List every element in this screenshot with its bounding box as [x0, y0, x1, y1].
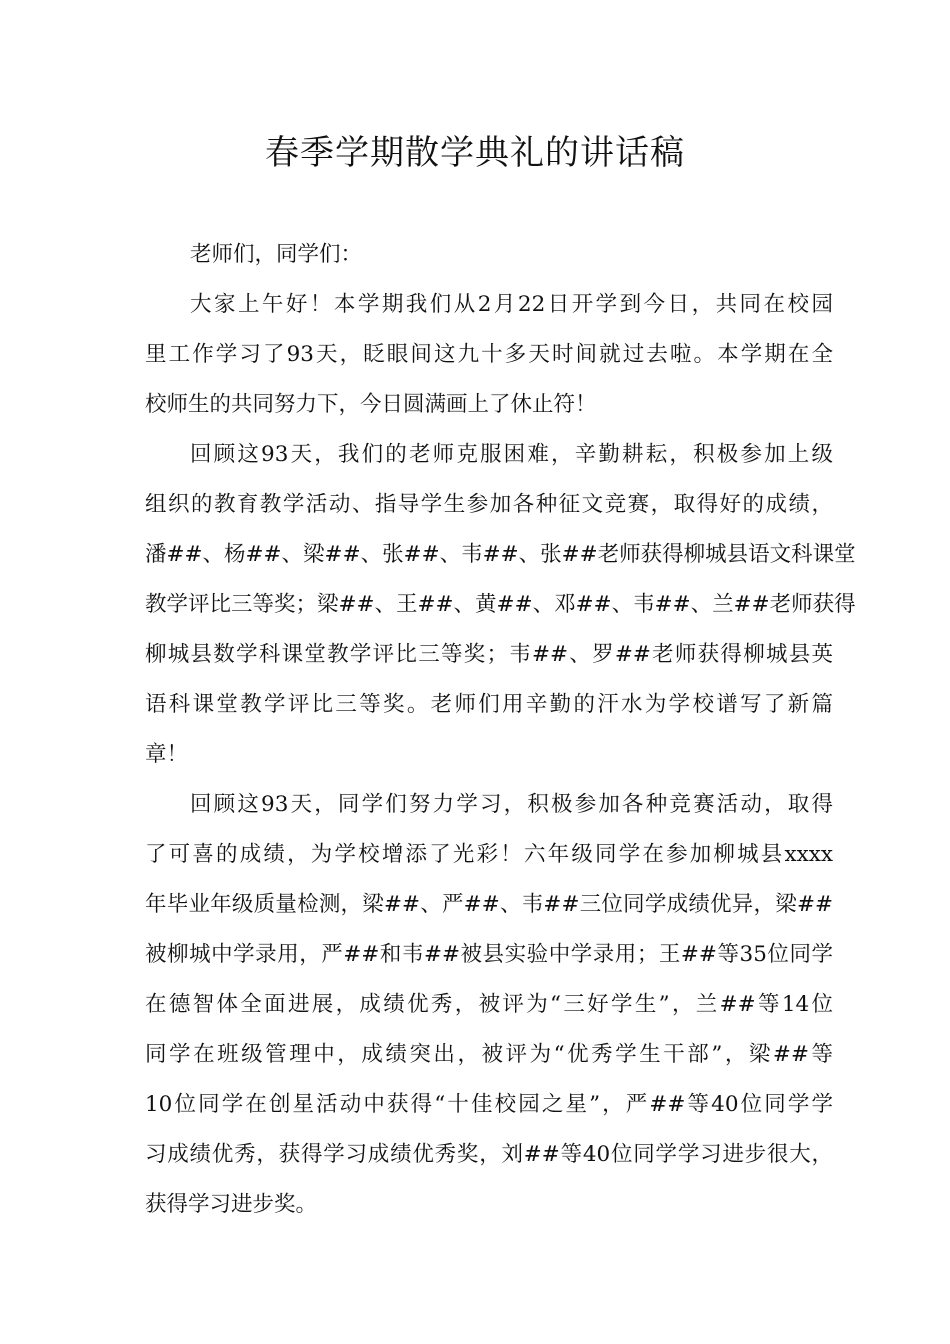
paragraph-3-line-5: 在德智体全面进展，成绩优秀，被评为“三好学生”，兰##等14位 [145, 992, 833, 1017]
paragraph-3-line-4: 被柳城中学录用，严##和韦##被县实验中学录用；王##等35位同学 [145, 942, 833, 967]
paragraph-1-line-3: 校师生的共同努力下，今日圆满画上了休止符！ [145, 392, 597, 417]
paragraph-3-line-1: 回顾这93天，同学们努力学习，积极参加各种竞赛活动，取得 [190, 792, 833, 817]
paragraph-2-line-2: 组织的教育教学活动、指导学生参加各种征文竞赛，取得好的成绩， [145, 492, 833, 517]
paragraph-2-line-1: 回顾这93天，我们的老师克服困难，辛勤耕耘，积极参加上级 [190, 442, 833, 467]
paragraph-2-line-7: 章！ [145, 742, 189, 767]
paragraph-2-line-5: 柳城县数学科课堂教学评比三等奖；韦##、罗##老师获得柳城县英 [145, 642, 833, 667]
paragraph-2-line-3: 潘##、杨##、梁##、张##、韦##、张##老师获得柳城县语文科课堂 [145, 542, 856, 567]
paragraph-3-line-2: 了可喜的成绩，为学校增添了光彩！六年级同学在参加柳城县xxxx [145, 842, 833, 867]
document-title: 春季学期散学典礼的讲话稿 [265, 133, 685, 173]
paragraph-3-line-8: 习成绩优秀，获得学习成绩优秀奖，刘##等40位同学学习进步很大， [145, 1142, 833, 1167]
paragraph-1-line-2: 里工作学习了93天，眨眼间这九十多天时间就过去啦。本学期在全 [145, 342, 833, 367]
paragraph-2-line-6: 语科课堂教学评比三等奖。老师们用辛勤的汗水为学校谱写了新篇 [145, 692, 833, 717]
salutation-line: 老师们，同学们： [190, 242, 363, 267]
document-body [145, 230, 856, 1230]
paragraph-2-line-4: 教学评比三等奖；梁##、王##、黄##、邓##、韦##、兰##老师获得 [145, 592, 856, 617]
paragraph-1-line-1: 大家上午好！本学期我们从2月22日开学到今日，共同在校园 [190, 292, 833, 317]
paragraph-3-line-9: 获得学习进步奖。 [145, 1192, 318, 1217]
paragraph-3-line-6: 同学在班级管理中，成绩突出，被评为“优秀学生干部”，梁##等 [145, 1042, 833, 1067]
paragraph-3-line-3: 年毕业年级质量检测，梁##、严##、韦##三位同学成绩优异，梁## [145, 892, 833, 917]
paragraph-3-line-7: 10位同学在创星活动中获得“十佳校园之星”，严##等40位同学学 [145, 1092, 833, 1117]
